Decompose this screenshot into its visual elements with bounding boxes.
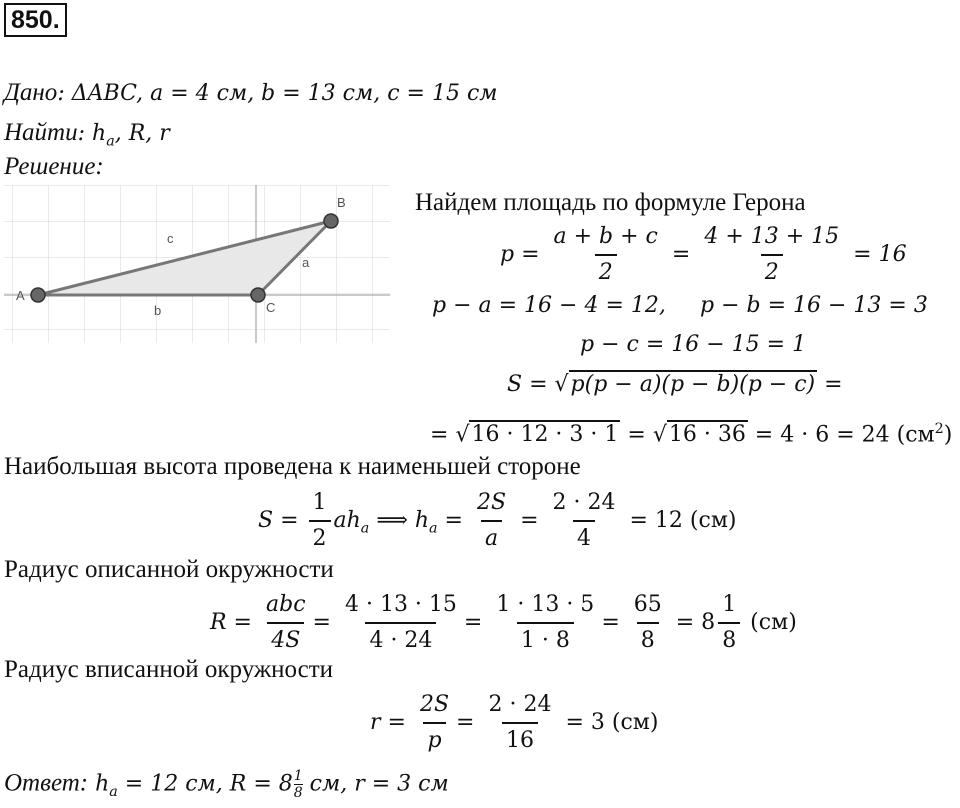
side-c-label: c [167,231,174,246]
side-b-label: b [154,303,162,318]
h-frac-1 [309,488,331,554]
R-frac-3 [492,590,598,656]
given-label: Дано [4,79,58,106]
problem-number: 850. [4,3,67,37]
p-eq: = [671,242,691,267]
R-frac-5-den: 8 [718,622,740,656]
h-eq: = [437,508,463,533]
answer-label: Ответ: [4,769,89,797]
p-formula [500,222,907,288]
R-frac-3-num: 1 · 13 · 5 [496,592,595,617]
answer-t3: см, r = 3 см [302,771,449,797]
r-lhs: r = [370,710,406,735]
p-lhs: p = [500,242,540,267]
s-lhs: S = [507,372,555,397]
R-frac-3-den: 1 · 8 [517,622,574,656]
sqrt-symbol-1: √ [455,422,470,448]
vertex-a-label: A [16,288,25,303]
s2-part-a: = [430,422,456,448]
r-result: = 3 (см) [565,710,659,735]
h-result: = 12 (см) [629,508,737,533]
vertex-c-label: C [266,300,276,315]
R-frac-4-num: 65 [633,592,662,617]
inradius-title: Радиус вписанной окружности [4,656,334,683]
s2-part-d: ) [943,422,953,448]
p-minus-b: p − b = 16 − 13 = 3 [700,293,928,318]
find-rest: , R, r [114,121,170,146]
find-text: : h [77,121,107,146]
R-frac-2-den: 4 · 24 [365,622,436,656]
R-frac-1 [262,590,310,656]
h-eq-2: = [520,508,539,533]
given-line [4,78,498,109]
r-frac-2-den: 16 [502,722,538,756]
R-frac-2-num: 4 · 13 · 15 [344,592,457,617]
R-frac-4 [630,590,666,656]
h-lhs: S = [258,508,299,533]
R-frac-1-den: 4S [267,622,304,656]
R-frac-4-den: 8 [637,622,659,656]
R-frac-1-num: abc [266,592,306,617]
heron-title: Найдем площадь по формуле Герона [415,189,806,216]
R-whole: = 8 [675,610,716,635]
h-frac-2-den: a [481,520,502,554]
area-formula-1 [507,370,843,400]
r-frac-1-den: p [423,722,445,756]
p-frac-1-num: a + b + c [553,224,658,249]
solution-label: Решение: [4,153,104,180]
h-frac-2 [473,488,510,554]
height-formula [258,488,737,554]
p-minus-c: p − c = 16 − 15 = 1 [580,332,807,357]
area-formula-2 [430,414,952,450]
answer-frac-num: 1 [293,768,303,784]
r-frac-1 [416,690,453,756]
s2-part-c: = 4 · 6 = 24 (см [747,422,935,448]
R-frac-5 [718,590,740,656]
r-frac-2-num: 2 · 24 [488,692,552,717]
sqrt-symbol: √ [554,372,569,397]
answer-frac [294,768,303,801]
R-unit: (см) [743,610,797,635]
p-minus-a: p − a = 16 − 4 = 12, [432,293,666,318]
given-text: : ΔABC, a = 4 см, b = 13 см, c = 15 см [57,81,498,106]
h-frac-3-den: 4 [573,520,595,554]
R-frac-5-num: 1 [722,592,737,617]
r-frac-2 [484,690,555,756]
answer-t1: h [88,771,110,797]
vertex-a-point [31,288,45,302]
s2-part-b: = [620,422,653,448]
p-frac-2-num: 4 + 13 + 15 [704,224,840,249]
vertex-b-point [324,214,338,228]
find-line [4,118,170,156]
r-frac-1-num: 2S [419,692,450,717]
inradius-formula: r = $\frac{2S}{p}$ = $\frac{2 \cdot 24}{16}$ = 3 (см) [370,690,658,756]
R-frac-2 [341,590,461,656]
p-frac-2-den: 2 [761,254,783,288]
side-a-label: a [302,255,310,270]
vertex-b-label: B [337,195,346,210]
h-frac-1-den: 2 [309,520,331,554]
find-sub: a [106,133,115,150]
vertex-c-point [251,288,265,302]
p-frac-1 [550,222,662,288]
sqrt-symbol-2: √ [652,422,667,448]
s-radicand: p(p − a)(p − b)(p − c) [570,372,816,397]
h-sub-2: a [429,520,438,537]
h-frac-2-num: 2S [477,490,507,515]
h-arrow: ⟹ h [369,508,430,533]
h-frac-3 [549,488,620,554]
answer-line [4,768,449,807]
answer-t2: = 12 см, R = 8 [117,771,293,797]
p-result: = 16 [853,242,907,267]
R-lhs: R = [210,610,252,635]
h-sub: a [360,520,370,537]
triangle-figure [4,185,390,343]
answer-sub: a [109,783,118,800]
p-frac-2 [700,222,843,288]
h-mid: ah [333,508,361,533]
s2-radicand-2: 16 · 36 [668,422,746,448]
circumradius-formula: R = $\frac{\text{abc}}{4S}$ = $\frac{4 \cdot 13 \cdot 15}{4 \cdot 24}$ = $\frac{1 \cdot 13 \cdot 5}{1 \cdot 8}$ = $\frac{65}{8}$ = 8 $\frac{1}{8}$ (см) [210,590,797,656]
circumradius-title: Радиус описанной окружности [4,556,334,583]
answer-frac-den: 8 [293,785,303,801]
s2-radicand-1: 16 · 12 · 3 · 1 [471,422,619,448]
s-rhs: = [817,372,843,397]
h-frac-1-num: 1 [312,490,327,515]
find-label: Найти [4,119,78,146]
height-title: Наибольшая высота проведена к наименьшей стороне [4,453,581,480]
p-frac-1-den: 2 [595,254,617,288]
s2-sup: 2 [934,421,944,437]
h-frac-3-num: 2 · 24 [552,490,616,515]
